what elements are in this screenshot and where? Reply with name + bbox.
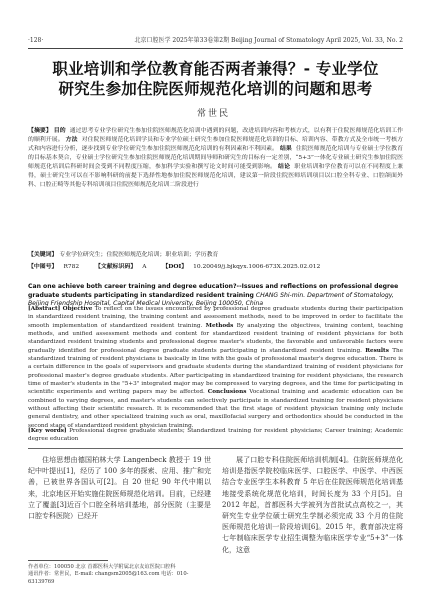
en-results-label: Results bbox=[365, 347, 389, 354]
english-affiliation: Department of Stomatology, Beijing Friendship Hospital, Capital Medical University, Beijing 100050, China bbox=[28, 291, 394, 308]
article-title bbox=[28, 59, 403, 99]
body-paragraph-right: 展了口腔专科住院医师培训机制[4]。住院医师规范化培训是指医学院校临床医学、口腔医学、中医学、中西医结合专业医学生本科教育 5 年后在住院医师规范化培训基地接受系统化规范化培训，时间长度为 33 个月[5]。自 2012 年起，首都医科大学被列为首批试点高校之一，其研究生专业学位硕士研究生学制必须完成 33 个月的住院医师规范化培训一阶段培训[6]。2015 年，教育部决定将七年制临床医学专业招生调整为临床医学专业“5+3”一体化，这意 bbox=[222, 456, 403, 554]
classification-line bbox=[28, 262, 403, 272]
en-abstract-label: [Abstract] bbox=[28, 306, 61, 312]
en-results-text: The standardized training of resident physicians is basically in line with the goals of professional master's degree education. There is a certain difference in the goals of supervisors and graduate students during the standardized training of resident physicians for professional master's degree graduate students. After participating in standardized training for resident physicians, the research time of master's students in the "5+3" integrated major may be compressed to varying degrees, and the time for participating in scientific experiments and writing papers may be affected. bbox=[28, 347, 404, 396]
cn-keywords-label: 【关键词】 bbox=[28, 251, 58, 258]
en-keywords-text: Professional degree graduate students; Standardized training for resident physicians; Career training; Academic degree education bbox=[28, 428, 404, 443]
en-objective-label: Objective bbox=[62, 306, 93, 312]
doc-code-value: A bbox=[142, 264, 147, 270]
running-head bbox=[28, 35, 403, 47]
clc-value: R782 bbox=[63, 264, 80, 270]
cn-keywords-text: 专业学位研究生；住院医师规范化培训；职业培训；学历教育 bbox=[59, 252, 219, 258]
body-column-left bbox=[28, 455, 211, 522]
en-conclusions-label: Conclusions bbox=[207, 389, 247, 396]
doi-label: 【DOI】 bbox=[162, 263, 188, 270]
doc-code-label: 【文献标识码】 bbox=[95, 263, 137, 270]
author-line bbox=[0, 106, 427, 119]
header-rule bbox=[28, 48, 403, 49]
chinese-keywords bbox=[28, 250, 403, 260]
cn-conclusion-text: 职业培训和学位教育可以在不同程度上兼得，硕士研究生可以在不影响科研的前提下选择性地参加住院医师规范化培训，建议第一阶段住院医师培训项目以口腔全科专业、口腔颌面外科、口腔正畸等其他专科培训项目住院医师规范化培训二阶段进行 bbox=[28, 163, 404, 188]
journal-info: 北京口腔医学 2025年第33卷第2期 Beijing Journal of Stomatology April 2025, Vol. 33, No. 2 bbox=[134, 37, 403, 44]
cn-objective-text: 通过思考专业学位研究生参加住院医师规范化培训中遇到的问题，改进培训内容和考核方式，以有利于住院医师规范化培训工作的顺利开展。 bbox=[28, 128, 404, 143]
en-methods-label: Methods bbox=[205, 322, 234, 329]
cn-results-text: 住院医师规范化培训与专业硕士学位教育的目标基本契合，专业硕士学位研究生参加住院医师规范化培训期间导师和研究生的目标有一定差别，“5+3”一体化专业硕士研究生参加住院医师规范化培训后科研时间会受到不同程度压缩，参加科学实验和撰写论文时间可能受到影响。 bbox=[28, 145, 404, 170]
page-number: ·128· bbox=[28, 37, 44, 44]
english-author: CHANG Shi-min. bbox=[255, 291, 306, 299]
cn-conclusion-label: 结论 bbox=[278, 162, 291, 170]
en-objective-text: To reflect on the issues encountered by professional degree graduate students during their participation in standardized resident training, the training content and assessment methods, need to be improved in order to facilitate the smooth implementation of standardized resident training. bbox=[28, 306, 403, 329]
cn-objective-label: 目的 bbox=[53, 127, 66, 134]
cn-methods-text: 对住院医师规范化培训学员和专业学位硕士研究生参加住院医师规范化培训的目标、培训内容、带教方式及全市统一考核方式和内容进行分析，逐步找到专业学位研究生参加住院医师规范化培训的有利因素和不利因素。 bbox=[28, 136, 404, 152]
cn-results-label: 结果 bbox=[279, 144, 292, 152]
chinese-abstract bbox=[28, 127, 403, 190]
title-line-2: 研究生参加住院医师规范化培训的问题和思考 bbox=[58, 80, 373, 98]
cn-abstract-label: 【摘要】 bbox=[28, 127, 52, 134]
footnote bbox=[28, 564, 211, 586]
body-column-right bbox=[222, 455, 403, 556]
doi-value: 10.20049/j.bjkqyx.1006-673X.2025.02.012 bbox=[193, 264, 321, 270]
en-keywords-label: [Key words] bbox=[28, 428, 67, 434]
english-abstract bbox=[28, 305, 403, 430]
footnote-rule bbox=[28, 560, 108, 561]
author-name: 常世民 bbox=[196, 109, 230, 119]
cn-methods-label: 方法 bbox=[65, 135, 78, 143]
footnote-correspondence: 通讯作者：常世民，E-mail: changsm2005@163.com 电话：010-63139769 bbox=[28, 571, 189, 585]
title-line-1: 职业培训和学位教育能否两者兼得？- 专业学位 bbox=[52, 60, 379, 78]
footnote-affiliation: 作者单位：100050 北京 首都医科大学附属北京友谊医院口腔科 bbox=[28, 564, 176, 570]
clc-label: 【中图号】 bbox=[28, 263, 58, 270]
english-keywords bbox=[28, 427, 403, 444]
body-paragraph-left: 住培思想由德国柏林大学 Langenbeck 教授于 19 世纪中叶提出[1]，经历了 100 多年的探索、应用、推广和完善，已被世界各国认可[2]。自 20 世纪 90 年代中期以来，北京地区开始实施住院医师规范化培训。目前，已经建立了覆盖[3]近百个口腔全科培训基地，部分医院（主要是口腔专科医院）已经开 bbox=[28, 456, 211, 521]
english-title: Can one achieve both career training and degree education?--Issues and reflections on professional degree graduate students participating in standardized resident training bbox=[28, 283, 399, 299]
en-conclusions-text: Vocational training and academic education can be combined to varying degrees, and master's students can selectively participate in standardized training for resident physicians without affecting their scientific research. It is recommended that the first stage of resident physician training only include general dentistry, and other specialized training such as oral, maxillofacial surgery and orthodontics should be conducted in the second stage of standardized resident physician training. bbox=[28, 389, 404, 429]
en-methods-text: By analyzing the objectives, training content, teaching methods, and unified assessment methods and content for standardized resident training of resident physicians for both standardized resident training students and professional degree master's students, the favorable and unfavorable factors were gradually identified for professional degree graduate students participating in standardized resident training. bbox=[28, 322, 404, 354]
section-rule bbox=[28, 448, 403, 449]
